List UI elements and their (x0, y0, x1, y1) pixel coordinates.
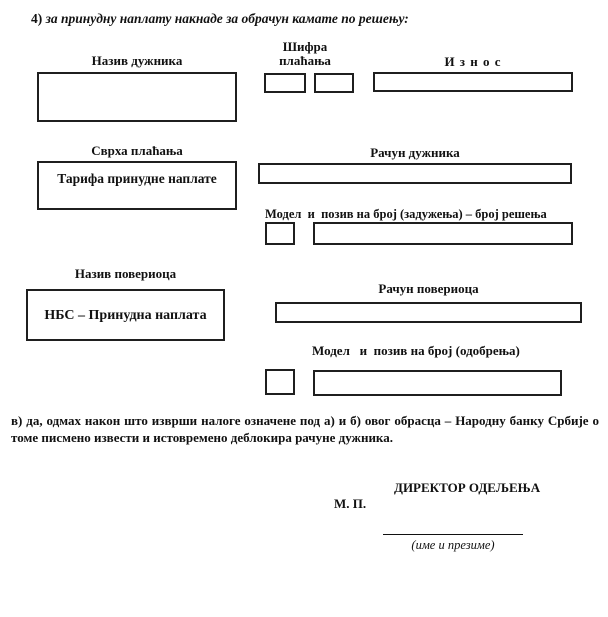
debit-model-field[interactable] (265, 222, 295, 245)
credit-model-field[interactable] (265, 369, 295, 395)
amount-field[interactable] (373, 72, 573, 92)
debit-reference-field[interactable] (313, 222, 573, 245)
amount-label: И з н о с (444, 54, 502, 69)
section-title (31, 11, 409, 27)
debit-model-label: Модел и позив на број (задужења) – број решења (265, 207, 547, 221)
signature-caption: (име и презиме) (411, 538, 495, 552)
creditor-name-field (26, 289, 225, 341)
payment-code-label (259, 40, 351, 68)
credit-model-label: Модел и позив на број (одобрења) (312, 343, 520, 358)
creditor-name-value: НБС – Принудна наплата (44, 308, 207, 323)
clause-v-text: в) да, одмах након што изврши налоге означене под а) и б) овог обрасца – Народну банку Србије о томе писмено извести и истовремено деблокира рачуне дужника. (11, 413, 599, 445)
payment-code-label-line2: плаћања (279, 53, 331, 68)
payment-code-field-1[interactable] (264, 73, 306, 93)
debtor-account-field[interactable] (258, 163, 572, 184)
creditor-account-label: Рачун повериоца (378, 281, 479, 296)
payment-purpose-label: Сврха плаћања (91, 143, 183, 158)
section-title-text: за принудну наплату накнаде за обрачун камате по решењу: (45, 11, 409, 26)
creditor-name-label: Назив повериоца (74, 266, 177, 281)
creditor-account-field[interactable] (275, 302, 582, 323)
debtor-name-label: Назив дужника (91, 53, 183, 68)
credit-reference-field[interactable] (313, 370, 562, 396)
debtor-account-label: Рачун дужника (370, 145, 460, 160)
stamp-placeholder: М. П. (334, 496, 367, 511)
payment-code-field-2[interactable] (314, 73, 354, 93)
payment-code-label-line1: Шифра (282, 39, 328, 54)
payment-purpose-value: Тарифа принудне наплате (57, 171, 217, 186)
section-title-number: 4) (31, 11, 46, 26)
debtor-name-field[interactable] (37, 72, 237, 122)
signature-line (383, 534, 523, 535)
director-title: ДИРЕКТОР ОДЕЉЕЊА (394, 480, 541, 495)
payment-purpose-field (37, 161, 237, 210)
